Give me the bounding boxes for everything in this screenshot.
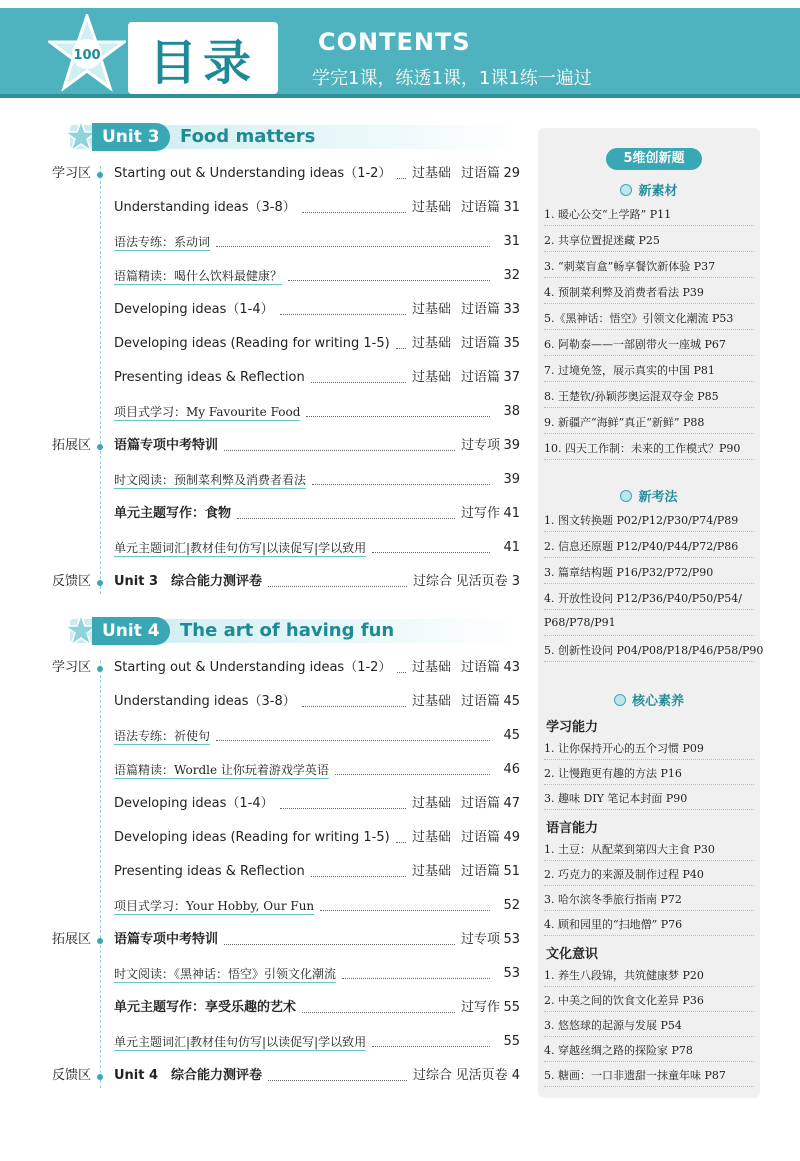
toc-entry-title: Developing ideas（1-4） bbox=[114, 796, 274, 811]
toc-row[interactable] bbox=[0, 298, 530, 322]
sidebar-item[interactable]: 3. 哈尔滨冬季旅行指南 P72 bbox=[544, 893, 682, 906]
sidebar-item[interactable]: 2. 中美之间的饮食文化差异 P36 bbox=[544, 994, 704, 1007]
leader-dots bbox=[216, 246, 490, 247]
tag-label: 过语篇 bbox=[461, 336, 501, 351]
page-number: 见活页卷 3 bbox=[455, 574, 520, 589]
toc-row[interactable] bbox=[0, 400, 530, 424]
toc-entry-title: 语法专练：祈使句 bbox=[114, 729, 211, 743]
leader-dots bbox=[335, 774, 490, 775]
toc-row[interactable] bbox=[0, 826, 530, 850]
tag-label: 过基础 bbox=[412, 200, 452, 215]
page-number: 39 bbox=[503, 472, 520, 487]
zone-label: 学习区 bbox=[52, 166, 92, 181]
toc-row[interactable] bbox=[0, 894, 530, 918]
leader-dots bbox=[312, 484, 490, 485]
page-number: 53 bbox=[503, 966, 520, 981]
leader-dots bbox=[224, 944, 455, 945]
sidebar-separator bbox=[544, 759, 754, 760]
page-title: 目录 bbox=[148, 34, 257, 91]
tag-label: 过基础 bbox=[412, 336, 452, 351]
sidebar-item[interactable]: 1. 养生八段锦，共筑健康梦 P20 bbox=[544, 969, 704, 982]
page-number: 45 bbox=[503, 728, 520, 743]
sidebar-item[interactable]: 3. 篇章结构题 P16/P32/P72/P90 bbox=[544, 566, 714, 579]
leader-dots bbox=[320, 910, 490, 911]
title-box bbox=[128, 22, 278, 94]
leader-dots bbox=[280, 314, 406, 315]
page-number: 45 bbox=[503, 694, 520, 709]
leader-dots bbox=[397, 672, 406, 673]
toc-row[interactable] bbox=[0, 230, 530, 254]
sidebar-subhead: 学习能力 bbox=[546, 720, 599, 735]
leader-dots bbox=[372, 1046, 490, 1047]
toc-row[interactable] bbox=[0, 996, 530, 1020]
sidebar-item[interactable]: 9. 新疆产“海鲜”真正“新鲜” P88 bbox=[544, 416, 705, 429]
toc-entry-title: Developing ideas (Reading for writing 1-5) bbox=[114, 830, 390, 845]
tag-label: 过综合 bbox=[413, 574, 453, 589]
flower-icon bbox=[620, 490, 632, 502]
toc-entry-title: 时文阅读：《黑神话：悟空》引领文化潮流 bbox=[114, 967, 337, 981]
toc-entry-title: Understanding ideas（3-8） bbox=[114, 200, 296, 215]
sidebar-separator bbox=[544, 635, 754, 636]
sidebar-separator bbox=[544, 1036, 754, 1037]
sidebar-separator bbox=[544, 661, 754, 662]
page-number: 41 bbox=[503, 506, 520, 521]
toc-entry-title: 单元主题写作：享受乐趣的艺术 bbox=[114, 1000, 297, 1015]
tag-label: 过写作 bbox=[461, 506, 501, 521]
sidebar-item[interactable]: 1. 暖心公交“上学路” P11 bbox=[544, 208, 672, 221]
tag-label: 过语篇 bbox=[461, 864, 501, 879]
page-number: 51 bbox=[503, 864, 520, 879]
contents-label: CONTENTS bbox=[318, 28, 471, 56]
tag-label: 过语篇 bbox=[461, 660, 501, 675]
sidebar-separator bbox=[544, 986, 754, 987]
tag-label: 过综合 bbox=[413, 1068, 453, 1083]
unit3-title: Food matters bbox=[180, 126, 316, 147]
sidebar-separator bbox=[544, 277, 754, 278]
toc-row[interactable] bbox=[0, 860, 530, 884]
page-number: 31 bbox=[503, 200, 520, 215]
toc-entry-title: Understanding ideas（3-8） bbox=[114, 694, 296, 709]
sidebar-separator bbox=[544, 885, 754, 886]
tag-label: 过专项 bbox=[461, 932, 501, 947]
page-number: 53 bbox=[503, 932, 520, 947]
sidebar-separator bbox=[544, 459, 754, 460]
toc-row[interactable] bbox=[0, 332, 530, 356]
toc-row[interactable] bbox=[0, 1030, 530, 1054]
sidebar-item[interactable]: 2. 巧克力的来源及制作过程 P40 bbox=[544, 868, 704, 881]
zone-bullet bbox=[97, 1074, 103, 1080]
page-number: 37 bbox=[503, 370, 520, 385]
leader-dots bbox=[302, 706, 406, 707]
sidebar-item[interactable]: 1. 让你保持开心的五个习惯 P09 bbox=[544, 742, 704, 755]
tag-label: 过基础 bbox=[412, 370, 452, 385]
toc-entry-title: Developing ideas (Reading for writing 1-5) bbox=[114, 336, 390, 351]
sidebar-item[interactable]: 5.《黑神话：悟空》引领文化潮流 P53 bbox=[544, 312, 734, 325]
sidebar-item[interactable]: 7. 过境免签，展示真实的中国 P81 bbox=[544, 364, 715, 377]
toc-row[interactable] bbox=[0, 366, 530, 390]
toc-entry-title: Developing ideas（1-4） bbox=[114, 302, 274, 317]
toc-row[interactable] bbox=[0, 724, 530, 748]
leader-dots bbox=[216, 740, 490, 741]
tag-label: 过基础 bbox=[412, 694, 452, 709]
sidebar-separator bbox=[544, 433, 754, 434]
page-number: 43 bbox=[503, 660, 520, 675]
zone-label: 拓展区 bbox=[52, 932, 92, 947]
unit4-banner bbox=[50, 616, 520, 646]
tag-label: 过基础 bbox=[412, 864, 452, 879]
unit3-banner bbox=[50, 122, 520, 152]
unit4-title: The art of having fun bbox=[180, 620, 395, 641]
toc-row[interactable] bbox=[0, 196, 530, 220]
toc-entry-title: 语篇专项中考特训 bbox=[114, 438, 219, 453]
leader-dots bbox=[268, 1080, 407, 1081]
leader-dots bbox=[396, 842, 406, 843]
page-number: 49 bbox=[503, 830, 520, 845]
toc-entry-title: Starting out & Understanding ideas（1-2） bbox=[114, 660, 392, 675]
leader-dots bbox=[302, 212, 406, 213]
zone-bullet bbox=[97, 444, 103, 450]
leader-dots bbox=[311, 876, 406, 877]
toc-entry-title: 单元主题写作：食物 bbox=[114, 506, 232, 521]
toc-entry-title: 时文阅读：预制菜利弊及消费者看法 bbox=[114, 473, 307, 487]
tag-label: 过语篇 bbox=[461, 166, 501, 181]
sidebar-item[interactable]: 1. 图文转换题 P02/P12/P30/P74/P89 bbox=[544, 514, 739, 527]
leader-dots bbox=[237, 518, 455, 519]
leader-dots bbox=[396, 348, 406, 349]
sidebar-separator bbox=[544, 225, 754, 226]
leader-dots bbox=[311, 382, 406, 383]
toc-row[interactable] bbox=[0, 792, 530, 816]
page-number: 55 bbox=[503, 1000, 520, 1015]
page-number: 32 bbox=[503, 268, 520, 283]
sidebar-subhead: 语言能力 bbox=[546, 821, 599, 836]
sidebar-separator bbox=[544, 809, 754, 810]
sidebar-item[interactable]: 5. 糖画：一口非遗甜一抹童年味 P87 bbox=[544, 1069, 726, 1082]
toc-row[interactable] bbox=[0, 656, 530, 680]
sidebar-item[interactable]: 1. 土豆：从配菜到第四大主食 P30 bbox=[544, 843, 715, 856]
toc-entry-title: Unit 4 综合能力测评卷 bbox=[114, 1068, 263, 1083]
toc-entry-title: 项目式学习：Your Hobby, Our Fun bbox=[114, 899, 315, 913]
sidebar-separator bbox=[544, 910, 754, 911]
page-number: 41 bbox=[503, 540, 520, 555]
sidebar-item[interactable]: 3. 趣味 DIY 笔记本封面 P90 bbox=[544, 792, 688, 805]
zone-bullet bbox=[97, 172, 103, 178]
sidebar-item[interactable]: 10. 四天工作制：未来的工作模式？P90 bbox=[544, 442, 741, 455]
tag-label: 过基础 bbox=[412, 302, 452, 317]
sidebar-item[interactable]: 2. 让慢跑更有趣的方法 P16 bbox=[544, 767, 682, 780]
page-number: 见活页卷 4 bbox=[455, 1068, 520, 1083]
sidebar-item[interactable]: P68/P78/P91 bbox=[544, 616, 616, 629]
page-number: 31 bbox=[503, 234, 520, 249]
sidebar-item[interactable]: 2. 共享位置捉迷藏 P25 bbox=[544, 234, 660, 247]
leader-dots bbox=[306, 416, 490, 417]
sidebar-separator bbox=[544, 531, 754, 532]
toc-row[interactable] bbox=[0, 962, 530, 986]
sidebar-item[interactable]: 2. 信息还原题 P12/P40/P44/P72/P86 bbox=[544, 540, 739, 553]
tag-label: 过语篇 bbox=[461, 694, 501, 709]
sidebar-subhead: 文化意识 bbox=[546, 947, 599, 962]
leader-dots bbox=[224, 450, 455, 451]
sidebar-separator bbox=[544, 784, 754, 785]
sidebar-separator bbox=[544, 935, 754, 936]
tag-label: 过语篇 bbox=[461, 200, 501, 215]
toc-entry-title: 语法专练：系动词 bbox=[114, 235, 211, 249]
flower-icon bbox=[620, 184, 632, 196]
slogan: 学完1课，练透1课，1课1练一遍过 bbox=[312, 68, 592, 89]
unit3-dot bbox=[162, 133, 170, 141]
zone-bullet bbox=[97, 938, 103, 944]
leader-dots bbox=[342, 978, 490, 979]
sidebar-item[interactable]: 4. 顾和园里的“扫地僧” P76 bbox=[544, 918, 683, 931]
toc-entry-title: 语篇精读：喝什么饮料最健康？ bbox=[114, 269, 283, 283]
tag-label: 过语篇 bbox=[461, 796, 501, 811]
zone-label: 反馈区 bbox=[52, 1068, 92, 1083]
sidebar-separator bbox=[544, 329, 754, 330]
sidebar-separator bbox=[544, 303, 754, 304]
page-number: 55 bbox=[503, 1034, 520, 1049]
leader-dots bbox=[302, 1012, 455, 1013]
sidebar-item[interactable]: 8. 王楚钦/孙颖莎奥运混双夺金 P85 bbox=[544, 390, 719, 403]
leader-dots bbox=[268, 586, 407, 587]
toc-row[interactable] bbox=[0, 758, 530, 782]
toc-row[interactable] bbox=[0, 928, 530, 952]
sidebar-separator bbox=[544, 381, 754, 382]
sidebar-separator bbox=[544, 609, 754, 610]
sidebar-item[interactable]: 4. 预制菜利弊及消费者看法 P39 bbox=[544, 286, 704, 299]
sidebar-separator bbox=[544, 1086, 754, 1087]
sidebar-separator bbox=[544, 1061, 754, 1062]
sidebar-separator bbox=[544, 1011, 754, 1012]
leader-dots bbox=[280, 808, 406, 809]
page-number: 29 bbox=[503, 166, 520, 181]
toc-row[interactable] bbox=[0, 502, 530, 526]
leader-dots bbox=[397, 178, 406, 179]
unit4-dot bbox=[162, 627, 170, 635]
zone-bullet bbox=[97, 580, 103, 586]
sidebar-item[interactable]: 3. “刺菜盲盒”畅享餐饮新体验 P37 bbox=[544, 260, 716, 273]
toc-row[interactable] bbox=[0, 468, 530, 492]
mascot-text: 100 bbox=[73, 48, 101, 63]
flower-icon bbox=[614, 694, 626, 706]
sidebar-separator bbox=[544, 355, 754, 356]
tag-label: 过基础 bbox=[412, 660, 452, 675]
sidebar-separator bbox=[544, 407, 754, 408]
page-number: 33 bbox=[503, 302, 520, 317]
toc-row[interactable] bbox=[0, 162, 530, 186]
toc-entry-title: Presenting ideas & Reflection bbox=[114, 864, 305, 879]
toc-entry-title: Unit 3 综合能力测评卷 bbox=[114, 574, 263, 589]
tag-label: 过写作 bbox=[461, 1000, 501, 1015]
toc-row[interactable] bbox=[0, 264, 530, 288]
page-number: 47 bbox=[503, 796, 520, 811]
tag-label: 过语篇 bbox=[461, 302, 501, 317]
tag-label: 过基础 bbox=[412, 796, 452, 811]
toc-row[interactable] bbox=[0, 690, 530, 714]
tag-label: 过基础 bbox=[412, 166, 452, 181]
zone-label: 拓展区 bbox=[52, 438, 92, 453]
toc-entry-title: Presenting ideas & Reflection bbox=[114, 370, 305, 385]
page-header bbox=[0, 0, 800, 110]
tag-label: 过基础 bbox=[412, 830, 452, 845]
unit4-label: Unit 4 bbox=[92, 617, 170, 645]
zone-label: 学习区 bbox=[52, 660, 92, 675]
toc-row[interactable] bbox=[0, 434, 530, 458]
sidebar-separator bbox=[544, 251, 754, 252]
sidebar-section-head bbox=[538, 690, 760, 709]
sidebar-section-title: 核心素养 bbox=[631, 694, 684, 709]
page-number: 39 bbox=[503, 438, 520, 453]
leader-dots bbox=[372, 552, 490, 553]
sidebar-title: 5维创新题 bbox=[606, 148, 702, 170]
sidebar-section-head bbox=[538, 180, 760, 199]
toc-entry-title: 项目式学习：My Favourite Food bbox=[114, 405, 301, 419]
sidebar-item[interactable]: 4. 开放性设问 P12/P36/P40/P50/P54/ bbox=[544, 592, 743, 605]
sidebar-separator bbox=[544, 860, 754, 861]
page-number: 38 bbox=[503, 404, 520, 419]
leader-dots bbox=[288, 280, 490, 281]
innovation-sidebar bbox=[538, 128, 764, 1098]
page-number: 46 bbox=[503, 762, 520, 777]
toc-row[interactable] bbox=[0, 1064, 530, 1088]
tag-label: 过专项 bbox=[461, 438, 501, 453]
sidebar-item[interactable]: 5. 创新性设问 P04/P08/P18/P46/P58/P90 bbox=[544, 644, 764, 657]
zone-label: 反馈区 bbox=[52, 574, 92, 589]
sidebar-separator bbox=[544, 557, 754, 558]
sidebar-section-head bbox=[538, 486, 760, 505]
zone-bullet bbox=[97, 666, 103, 672]
toc-row[interactable] bbox=[0, 570, 530, 594]
page-number: 35 bbox=[503, 336, 520, 351]
toc-row[interactable] bbox=[0, 536, 530, 560]
sidebar-section-title: 新素材 bbox=[638, 184, 678, 199]
sidebar-separator bbox=[544, 583, 754, 584]
toc-entry-title: 单元主题词汇|教材佳句仿写|以读促写|学以致用 bbox=[114, 1035, 367, 1049]
toc-entry-title: Starting out & Understanding ideas（1-2） bbox=[114, 166, 392, 181]
toc-entry-title: 单元主题词汇|教材佳句仿写|以读促写|学以致用 bbox=[114, 541, 367, 555]
unit3-label: Unit 3 bbox=[92, 123, 170, 151]
sidebar-item[interactable]: 6. 阿勒泰——一部剧带火一座城 P67 bbox=[544, 338, 726, 351]
sidebar-item[interactable]: 4. 穿越丝绸之路的探险家 P78 bbox=[544, 1044, 693, 1057]
star-mascot-icon bbox=[48, 14, 126, 92]
page-number: 52 bbox=[503, 898, 520, 913]
sidebar-item[interactable]: 3. 悠悠球的起源与发展 P54 bbox=[544, 1019, 682, 1032]
tag-label: 过语篇 bbox=[461, 370, 501, 385]
toc-entry-title: 语篇专项中考特训 bbox=[114, 932, 219, 947]
tag-label: 过语篇 bbox=[461, 830, 501, 845]
toc-entry-title: 语篇精读：Wordle 让你玩着游戏学英语 bbox=[114, 763, 329, 777]
sidebar-section-title: 新考法 bbox=[638, 490, 678, 505]
